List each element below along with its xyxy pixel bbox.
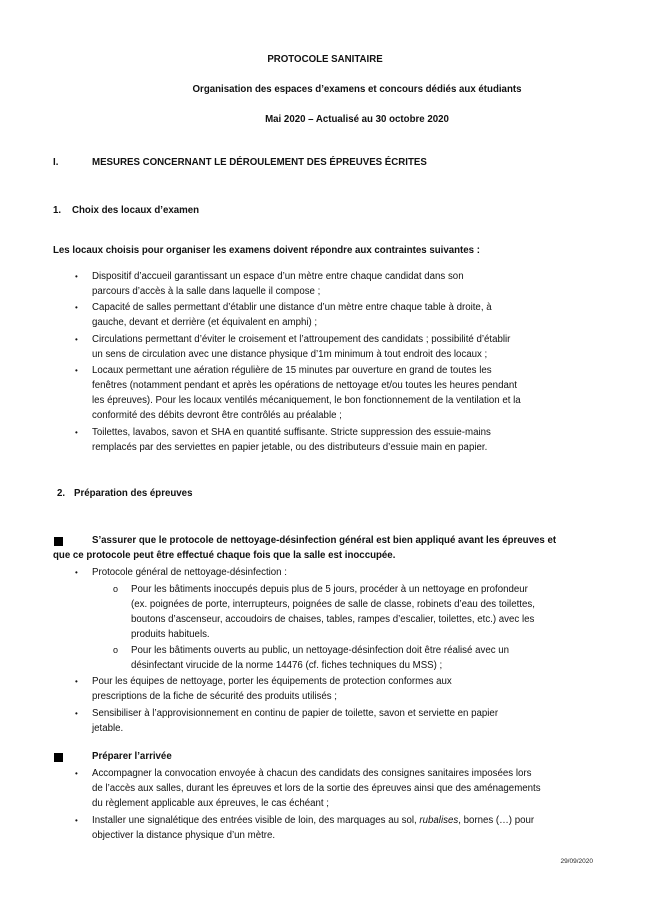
bullet-icon: • [75, 335, 78, 344]
square-bullet-icon [54, 753, 63, 762]
bullet-icon: • [75, 428, 78, 437]
doc-title: PROTOCOLE SANITAIRE [267, 54, 383, 65]
list-item-line: Accompagner la convocation envoyée à chacun des candidats des consignes sanitaires imposées lors [92, 768, 532, 779]
subsection-title-1: Choix des locaux d’examen [72, 205, 200, 216]
footer-date: 29/09/2020 [560, 858, 593, 865]
subsection-number-2: 2. [57, 488, 66, 499]
bullet-icon: • [75, 303, 78, 312]
sub-list-item-line: (ex. poignées de porte, interrupteurs, poignées de salle de classe, robinets d’eau des toilettes, [131, 599, 535, 610]
list-item-line: Capacité de salles permettant d’établir une distance d’un mètre entre chaque table à droite, à [92, 302, 492, 313]
doc-date: Mai 2020 – Actualisé au 30 octobre 2020 [265, 114, 449, 125]
list-item-line: remplacés par des serviettes en papier jetable, ou des distributeurs d’essuie main en papier. [92, 442, 488, 453]
list-item-line: gauche, devant et derrière (et équivalent en amphi) ; [92, 317, 318, 328]
section-title: MESURES CONCERNANT LE DÉROULEMENT DES ÉPREUVES ÉCRITES [92, 157, 427, 168]
list-item-line: objectiver la distance physique d’un mètre. [92, 830, 276, 841]
list-item-line [92, 813, 534, 828]
sub-list-item-line: produits habituels. [131, 629, 210, 640]
bullet-icon: • [75, 709, 78, 718]
bullet-icon: • [75, 769, 78, 778]
sub-list-item-line: boutons d’ascenseur, accoudoirs de chaises, tables, rampes d’escalier, toilettes, etc.) avec les [131, 614, 535, 625]
list-item-line: les épreuves). Pour les locaux ventilés mécaniquement, le bon fonctionnement de la ventilation et la [92, 395, 521, 406]
bullet-icon: • [75, 677, 78, 686]
bullet-icon: • [75, 366, 78, 375]
sub-list-item-line: désinfectant virucide de la norme 14476 (cf. fiches techniques du MSS) ; [131, 660, 443, 671]
list-item-line: fenêtres (notamment pendant et après les opérations de nettoyage et/ou toutes les heures pendant [92, 380, 517, 391]
list-item-line: Sensibiliser à l’approvisionnement en continu de papier de toilette, savon et serviette en papier [92, 708, 499, 719]
list-item-line: Pour les équipes de nettoyage, porter les équipements de protection conformes aux [92, 676, 452, 687]
doc-subtitle: Organisation des espaces d’examens et concours dédiés aux étudiants [192, 84, 522, 95]
list-item-line: un sens de circulation avec une distance physique d’1m minimum à tout endroit des locaux ; [92, 349, 488, 360]
subsection-title-2: Préparation des épreuves [74, 488, 193, 499]
list-item-line: Toilettes, lavabos, savon et SHA en quantité suffisante. Stricte suppression des essuie-mains [92, 427, 491, 438]
list-item-line: Dispositif d’accueil garantissant un espace d’un mètre entre chaque candidat dans son [92, 271, 464, 282]
block-title: Préparer l’arrivée [92, 751, 172, 762]
intro-text: Les locaux choisis pour organiser les examens doivent répondre aux contraintes suivantes : [53, 245, 480, 256]
signage-text: Installer une signalétique des entrées visible de loin, des marquages au sol, [92, 815, 420, 826]
list-item-line: Circulations permettant d’éviter le croisement et l’attroupement des candidats ; possibilité d’établir [92, 334, 511, 345]
circle-bullet-icon: o [113, 645, 119, 655]
square-bullet-icon [54, 537, 63, 546]
subsection-number-1: 1. [53, 205, 62, 216]
signage-text-end: , bornes (…) pour [458, 815, 535, 826]
list-item-line: de l’accès aux salles, durant les épreuves et lors de la sortie des épreuves ainsi que des aménagements [92, 783, 541, 794]
list-item-line: prescriptions de la fiche de sécurité des produits utilisés ; [92, 691, 338, 702]
bullet-icon: • [75, 568, 78, 577]
list-item-line: du règlement applicable aux épreuves, le cas échéant ; [92, 798, 329, 809]
signage-italic: rubalises [419, 815, 459, 826]
sub-list-item-line: Pour les bâtiments ouverts au public, un nettoyage-désinfection doit être réalisé avec un [131, 645, 510, 656]
list-item-line: Protocole général de nettoyage-désinfection : [92, 567, 287, 578]
sub-list-item-line: Pour les bâtiments inoccupés depuis plus de 5 jours, procéder à un nettoyage en profondeur [131, 584, 528, 595]
list-item-line: conformité des débits devront être contrôlés au préalable ; [92, 410, 342, 421]
list-item-line: jetable. [92, 723, 124, 734]
block-title-line: que ce protocole peut être effectué chaque fois que la salle est inoccupée. [53, 550, 396, 561]
section-number: I. [53, 157, 59, 168]
list-item-line: Locaux permettant une aération régulière de 15 minutes par ouverture en grand de toutes les [92, 365, 492, 376]
circle-bullet-icon: o [113, 584, 119, 594]
bullet-icon: • [75, 272, 78, 281]
bullet-icon: • [75, 816, 78, 825]
block-title-line: S’assurer que le protocole de nettoyage-désinfection général est bien appliqué avant les épreuves et [92, 535, 557, 546]
list-item-line: parcours d’accès à la salle dans laquelle il compose ; [92, 286, 321, 297]
